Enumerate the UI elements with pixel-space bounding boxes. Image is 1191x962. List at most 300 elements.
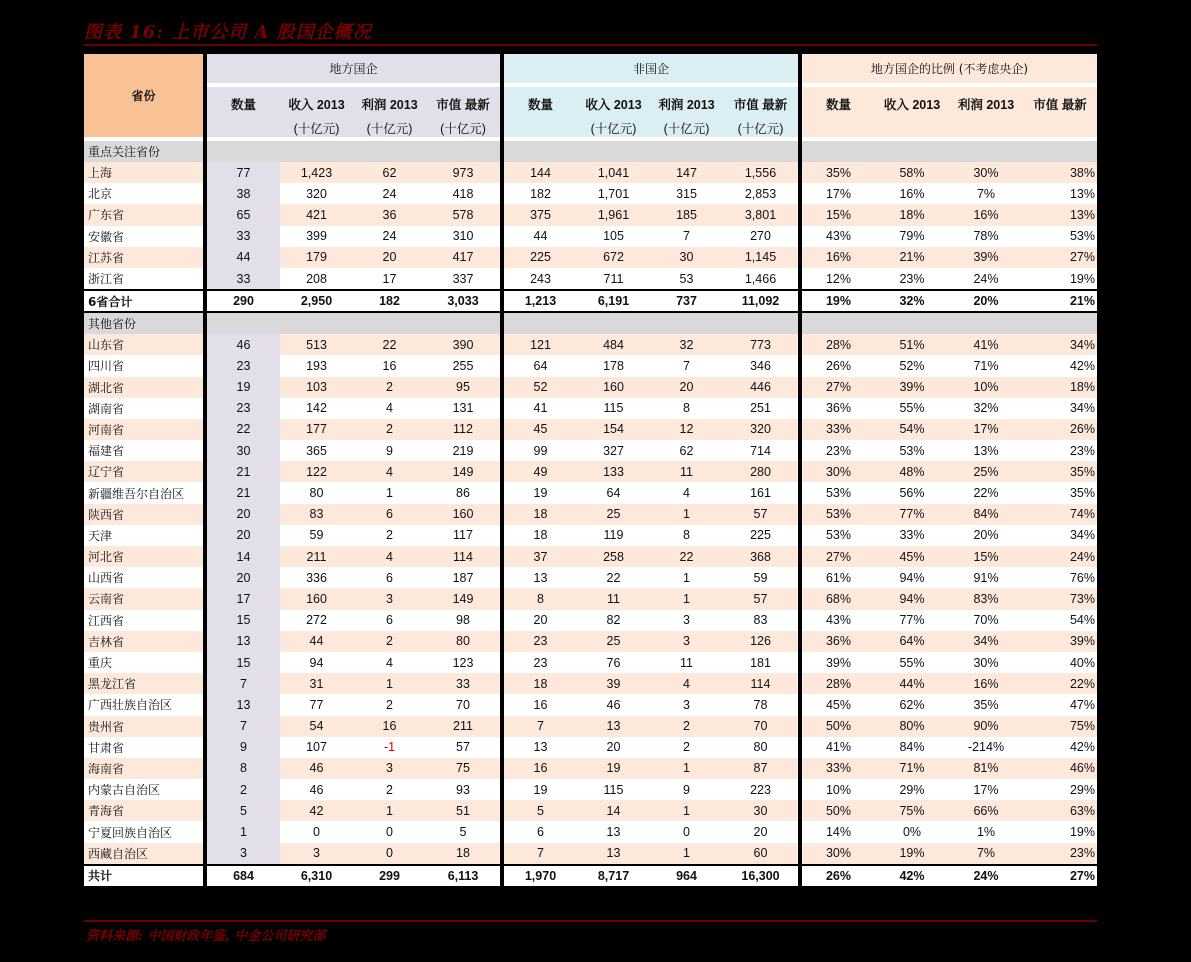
ratio-value: 22% [1023, 673, 1097, 694]
ratio-value: 21% [875, 247, 949, 268]
province-name: 宁夏回族自治区 [84, 821, 203, 842]
local-soe-value: 95 [426, 377, 500, 398]
province-name: 江苏省 [84, 247, 203, 268]
table-row [84, 355, 1097, 376]
local-soe-value: 42 [280, 800, 353, 821]
local-soe-value: 44 [207, 247, 280, 268]
table-row [84, 377, 1097, 398]
table-row [84, 268, 1097, 289]
non-soe-value: 87 [723, 758, 798, 779]
local-soe-value: 417 [426, 247, 500, 268]
non-soe-value: 11 [577, 588, 650, 609]
non-soe-value: 20 [650, 377, 723, 398]
local-soe-total: 290 [207, 289, 280, 311]
local-soe-value: 399 [280, 226, 353, 247]
non-soe-value: 49 [504, 461, 577, 482]
local-soe-value: 16 [353, 716, 426, 737]
ratio-value: 25% [949, 461, 1023, 482]
ratio-value: 71% [949, 355, 1023, 376]
ratio-value: 81% [949, 758, 1023, 779]
local-soe-value: 3 [353, 758, 426, 779]
ratio-value: 47% [1023, 694, 1097, 715]
local-soe-value: 310 [426, 226, 500, 247]
subheader-profit: 利润 2013 (十亿元) [650, 87, 723, 137]
local-soe-value: 13 [207, 631, 280, 652]
non-soe-value: 18 [504, 525, 577, 546]
non-soe-value: 1 [650, 758, 723, 779]
non-soe-value: 45 [504, 419, 577, 440]
ratio-value: 90% [949, 716, 1023, 737]
local-soe-value: 4 [353, 461, 426, 482]
ratio-value: 28% [802, 334, 875, 355]
local-soe-value: 16 [353, 355, 426, 376]
local-soe-value: 4 [353, 652, 426, 673]
ratio-value: 16% [949, 204, 1023, 225]
non-soe-value: 346 [723, 355, 798, 376]
local-soe-value: 23 [207, 355, 280, 376]
ratio-value: 43% [802, 226, 875, 247]
non-soe-value: 8 [504, 588, 577, 609]
ratio-value: 53% [875, 440, 949, 461]
province-name: 上海 [84, 162, 203, 183]
province-name: 浙江省 [84, 268, 203, 289]
ratio-total: 27% [1023, 864, 1097, 886]
ratio-value: 13% [1023, 183, 1097, 204]
subheader-mktcap: 市值 最新 [1023, 87, 1097, 137]
ratio-value: 54% [1023, 610, 1097, 631]
non-soe-value: 315 [650, 183, 723, 204]
ratio-total: 42% [875, 864, 949, 886]
local-soe-value: 1 [353, 800, 426, 821]
province-name: 山西省 [84, 567, 203, 588]
non-soe-value: 57 [723, 588, 798, 609]
non-soe-value: 258 [577, 546, 650, 567]
non-soe-value: 64 [504, 355, 577, 376]
table-row [84, 525, 1097, 546]
local-soe-value: 38 [207, 183, 280, 204]
ratio-value: 27% [802, 377, 875, 398]
local-soe-value: 122 [280, 461, 353, 482]
ratio-value: 54% [875, 419, 949, 440]
non-soe-value: 3 [650, 631, 723, 652]
table-row [84, 461, 1097, 482]
local-soe-value: 22 [207, 419, 280, 440]
non-soe-value: 30 [650, 247, 723, 268]
local-soe-total: 299 [353, 864, 426, 886]
non-soe-value: 161 [723, 482, 798, 503]
non-soe-total: 737 [650, 289, 723, 311]
non-soe-value: 711 [577, 268, 650, 289]
ratio-value: 45% [802, 694, 875, 715]
local-soe-value: 24 [353, 226, 426, 247]
non-soe-value: 0 [650, 821, 723, 842]
header-group-row [84, 54, 1097, 137]
local-soe-value: 33 [426, 673, 500, 694]
non-soe-value: 7 [650, 226, 723, 247]
ratio-value: 64% [875, 631, 949, 652]
non-soe-value: 20 [504, 610, 577, 631]
province-name: 安徽省 [84, 226, 203, 247]
ratio-value: 78% [949, 226, 1023, 247]
subheader-revenue: 收入 2013 (十亿元) [280, 87, 353, 137]
non-soe-value: 13 [504, 567, 577, 588]
local-soe-value: 107 [280, 737, 353, 758]
local-soe-value: 13 [207, 694, 280, 715]
ratio-value: 15% [949, 546, 1023, 567]
local-soe-value: 33 [207, 226, 280, 247]
local-soe-value: 1 [353, 673, 426, 694]
ratio-value: 20% [949, 525, 1023, 546]
ratio-value: 62% [875, 694, 949, 715]
province-name: 山东省 [84, 334, 203, 355]
province-name: 天津 [84, 525, 203, 546]
subheader-count: 数量 [207, 87, 280, 137]
non-soe-total: 8,717 [577, 864, 650, 886]
ratio-value: 30% [949, 162, 1023, 183]
local-soe-value: 2 [353, 419, 426, 440]
local-soe-value: 6 [353, 610, 426, 631]
ratio-value: 1% [949, 821, 1023, 842]
ratio-value: 56% [875, 482, 949, 503]
non-soe-total: 964 [650, 864, 723, 886]
table-row [84, 226, 1097, 247]
header-local-soe-ratio: 地方国企的比例 (不考虑央企) [802, 54, 1097, 83]
province-name: 广西壮族自治区 [84, 694, 203, 715]
non-soe-value: 714 [723, 440, 798, 461]
province-name: 吉林省 [84, 631, 203, 652]
non-soe-value: 119 [577, 525, 650, 546]
non-soe-value: 3 [650, 694, 723, 715]
local-soe-value: 1 [353, 482, 426, 503]
non-soe-value: 41 [504, 398, 577, 419]
local-soe-value: 1,423 [280, 162, 353, 183]
non-soe-value: 223 [723, 779, 798, 800]
ratio-value: 24% [949, 268, 1023, 289]
province-name: 青海省 [84, 800, 203, 821]
ratio-value: 46% [1023, 758, 1097, 779]
non-soe-value: 3 [650, 610, 723, 631]
soe-overview-table [84, 54, 1097, 886]
local-soe-total: 2,950 [280, 289, 353, 311]
local-soe-value: 112 [426, 419, 500, 440]
local-soe-value: 272 [280, 610, 353, 631]
local-soe-value: 421 [280, 204, 353, 225]
ratio-value: 26% [1023, 419, 1097, 440]
ratio-value: 94% [875, 588, 949, 609]
non-soe-value: 4 [650, 673, 723, 694]
non-soe-value: 62 [650, 440, 723, 461]
ratio-value: 80% [875, 716, 949, 737]
ratio-value: 30% [802, 461, 875, 482]
ratio-value: 84% [875, 737, 949, 758]
ratio-value: 13% [949, 440, 1023, 461]
ratio-value: 68% [802, 588, 875, 609]
table-row [84, 673, 1097, 694]
non-soe-total: 6,191 [577, 289, 650, 311]
non-soe-value: 1 [650, 588, 723, 609]
local-soe-value: 46 [280, 779, 353, 800]
ratio-value: 35% [949, 694, 1023, 715]
local-soe-value: 2 [207, 779, 280, 800]
ratio-value: 70% [949, 610, 1023, 631]
table-row [84, 204, 1097, 225]
local-soe-value: 2 [353, 525, 426, 546]
subheader-mktcap: 市值 最新 (十亿元) [426, 87, 500, 137]
local-soe-value: 117 [426, 525, 500, 546]
local-soe-value: 20 [207, 504, 280, 525]
non-soe-value: 9 [650, 779, 723, 800]
province-name: 黑龙江省 [84, 673, 203, 694]
non-soe-value: 19 [577, 758, 650, 779]
ratio-value: 24% [1023, 546, 1097, 567]
ratio-value: 45% [875, 546, 949, 567]
ratio-value: 19% [875, 843, 949, 864]
non-soe-value: 320 [723, 419, 798, 440]
source-divider [84, 920, 1097, 922]
local-soe-value: 24 [353, 183, 426, 204]
non-soe-value: 773 [723, 334, 798, 355]
ratio-value: 35% [1023, 482, 1097, 503]
local-soe-value: 5 [426, 821, 500, 842]
ratio-value: 18% [875, 204, 949, 225]
local-soe-value: 337 [426, 268, 500, 289]
local-soe-value: 22 [353, 334, 426, 355]
ratio-value: 55% [875, 398, 949, 419]
province-name: 贵州省 [84, 716, 203, 737]
non-soe-value: 11 [650, 461, 723, 482]
ratio-total: 32% [875, 289, 949, 311]
ratio-value: 39% [1023, 631, 1097, 652]
local-soe-value: 80 [426, 631, 500, 652]
ratio-total: 24% [949, 864, 1023, 886]
ratio-value: 27% [1023, 247, 1097, 268]
ratio-value: 35% [802, 162, 875, 183]
ratio-value: 39% [875, 377, 949, 398]
non-soe-value: 23 [504, 652, 577, 673]
non-soe-value: 59 [723, 567, 798, 588]
local-soe-value: 513 [280, 334, 353, 355]
non-soe-value: 18 [504, 504, 577, 525]
non-soe-total: 16,300 [723, 864, 798, 886]
local-soe-value: 7 [207, 673, 280, 694]
ratio-value: 14% [802, 821, 875, 842]
non-soe-value: 8 [650, 525, 723, 546]
ratio-value: 38% [1023, 162, 1097, 183]
ratio-value: 0% [875, 821, 949, 842]
local-soe-value: 19 [207, 377, 280, 398]
province-name: 甘肃省 [84, 737, 203, 758]
ratio-value: 42% [1023, 355, 1097, 376]
ratio-value: 58% [875, 162, 949, 183]
local-soe-value: 390 [426, 334, 500, 355]
non-soe-value: 1 [650, 567, 723, 588]
province-name: 湖北省 [84, 377, 203, 398]
ratio-value: 17% [802, 183, 875, 204]
ratio-value: 53% [802, 525, 875, 546]
ratio-value: 28% [802, 673, 875, 694]
table-row [84, 737, 1097, 758]
non-soe-value: 181 [723, 652, 798, 673]
ratio-value: 34% [1023, 334, 1097, 355]
section-label: 重点关注省份 [88, 145, 161, 159]
non-soe-value: 83 [723, 610, 798, 631]
ratio-value: 34% [1023, 525, 1097, 546]
non-soe-value: 1,701 [577, 183, 650, 204]
non-soe-value: 147 [650, 162, 723, 183]
local-soe-value: 219 [426, 440, 500, 461]
local-soe-value: 86 [426, 482, 500, 503]
table-row [84, 652, 1097, 673]
header-local-soe: 地方国企 [207, 54, 500, 83]
non-soe-value: 44 [504, 226, 577, 247]
ratio-value: 19% [1023, 268, 1097, 289]
local-soe-value: 5 [207, 800, 280, 821]
subheader-count: 数量 [802, 87, 875, 137]
non-soe-value: 1 [650, 843, 723, 864]
table-row [84, 821, 1097, 842]
ratio-value: 48% [875, 461, 949, 482]
local-soe-value: 75 [426, 758, 500, 779]
ratio-value: 30% [949, 652, 1023, 673]
non-soe-value: 13 [577, 716, 650, 737]
section-label: 其他省份 [88, 317, 137, 332]
non-soe-value: 16 [504, 758, 577, 779]
local-soe-value: 59 [280, 525, 353, 546]
local-soe-value: 160 [280, 588, 353, 609]
local-soe-value: 33 [207, 268, 280, 289]
local-soe-value: 65 [207, 204, 280, 225]
ratio-value: 29% [875, 779, 949, 800]
header-province: 省份 [84, 54, 203, 137]
non-soe-value: 13 [577, 821, 650, 842]
province-name: 辽宁省 [84, 461, 203, 482]
ratio-value: 52% [875, 355, 949, 376]
non-soe-value: 53 [650, 268, 723, 289]
non-soe-value: 154 [577, 419, 650, 440]
ratio-value: 77% [875, 610, 949, 631]
local-soe-value: 8 [207, 758, 280, 779]
ratio-value: 36% [802, 398, 875, 419]
non-soe-value: 1,041 [577, 162, 650, 183]
ratio-value: 18% [1023, 377, 1097, 398]
table-row [84, 440, 1097, 461]
non-soe-value: 30 [723, 800, 798, 821]
local-soe-value: 2 [353, 377, 426, 398]
non-soe-value: 160 [577, 377, 650, 398]
ratio-value: 63% [1023, 800, 1097, 821]
local-soe-value: 3 [353, 588, 426, 609]
non-soe-value: 368 [723, 546, 798, 567]
province-name: 福建省 [84, 440, 203, 461]
non-soe-value: 19 [504, 779, 577, 800]
province-name: 海南省 [84, 758, 203, 779]
total-row [84, 289, 1097, 311]
ratio-value: 50% [802, 800, 875, 821]
local-soe-value: 20 [207, 567, 280, 588]
province-name: 新疆维吾尔自治区 [84, 482, 203, 503]
ratio-value: 16% [875, 183, 949, 204]
province-name: 内蒙古自治区 [84, 779, 203, 800]
local-soe-value: 193 [280, 355, 353, 376]
ratio-value: 34% [949, 631, 1023, 652]
ratio-value: 50% [802, 716, 875, 737]
ratio-value: 10% [949, 377, 1023, 398]
ratio-value: 15% [802, 204, 875, 225]
non-soe-value: 375 [504, 204, 577, 225]
local-soe-value: 51 [426, 800, 500, 821]
table-row [84, 482, 1097, 503]
non-soe-total: 1,970 [504, 864, 577, 886]
non-soe-value: 225 [504, 247, 577, 268]
non-soe-value: 76 [577, 652, 650, 673]
ratio-value: 34% [1023, 398, 1097, 419]
table-row [84, 610, 1097, 631]
table-row [84, 546, 1097, 567]
local-soe-value: 160 [426, 504, 500, 525]
table-row [84, 419, 1097, 440]
ratio-total: 20% [949, 289, 1023, 311]
non-soe-value: 1,556 [723, 162, 798, 183]
non-soe-value: 672 [577, 247, 650, 268]
non-soe-value: 105 [577, 226, 650, 247]
non-soe-value: 70 [723, 716, 798, 737]
local-soe-value: 6 [353, 504, 426, 525]
ratio-value: 7% [949, 843, 1023, 864]
ratio-value: 41% [802, 737, 875, 758]
local-soe-value: 418 [426, 183, 500, 204]
ratio-value: 10% [802, 779, 875, 800]
section-header-row [84, 141, 1097, 162]
total-label: 6省合计 [84, 289, 203, 311]
ratio-value: 36% [802, 631, 875, 652]
non-soe-value: 11 [650, 652, 723, 673]
table-row [84, 800, 1097, 821]
non-soe-value: 7 [650, 355, 723, 376]
ratio-value: 27% [802, 546, 875, 567]
local-soe-value: 21 [207, 482, 280, 503]
non-soe-value: 20 [577, 737, 650, 758]
ratio-value: 53% [802, 482, 875, 503]
ratio-value: 76% [1023, 567, 1097, 588]
ratio-value: 33% [875, 525, 949, 546]
province-name: 重庆 [84, 652, 203, 673]
non-soe-value: 1,961 [577, 204, 650, 225]
local-soe-value: 18 [426, 843, 500, 864]
local-soe-value: 208 [280, 268, 353, 289]
ratio-value: 35% [1023, 461, 1097, 482]
local-soe-value: 17 [207, 588, 280, 609]
non-soe-value: 4 [650, 482, 723, 503]
local-soe-value: 98 [426, 610, 500, 631]
local-soe-total: 182 [353, 289, 426, 311]
local-soe-value: 123 [426, 652, 500, 673]
local-soe-value: 187 [426, 567, 500, 588]
local-soe-total: 6,113 [426, 864, 500, 886]
table-row [84, 716, 1097, 737]
local-soe-value: 114 [426, 546, 500, 567]
ratio-value: 53% [1023, 226, 1097, 247]
province-name: 陕西省 [84, 504, 203, 525]
non-soe-value: 1,145 [723, 247, 798, 268]
non-soe-value: 32 [650, 334, 723, 355]
local-soe-value: 15 [207, 610, 280, 631]
ratio-value: 23% [875, 268, 949, 289]
ratio-value: 42% [1023, 737, 1097, 758]
ratio-value: 23% [1023, 440, 1097, 461]
local-soe-value: 36 [353, 204, 426, 225]
ratio-total: 21% [1023, 289, 1097, 311]
non-soe-value: 13 [504, 737, 577, 758]
